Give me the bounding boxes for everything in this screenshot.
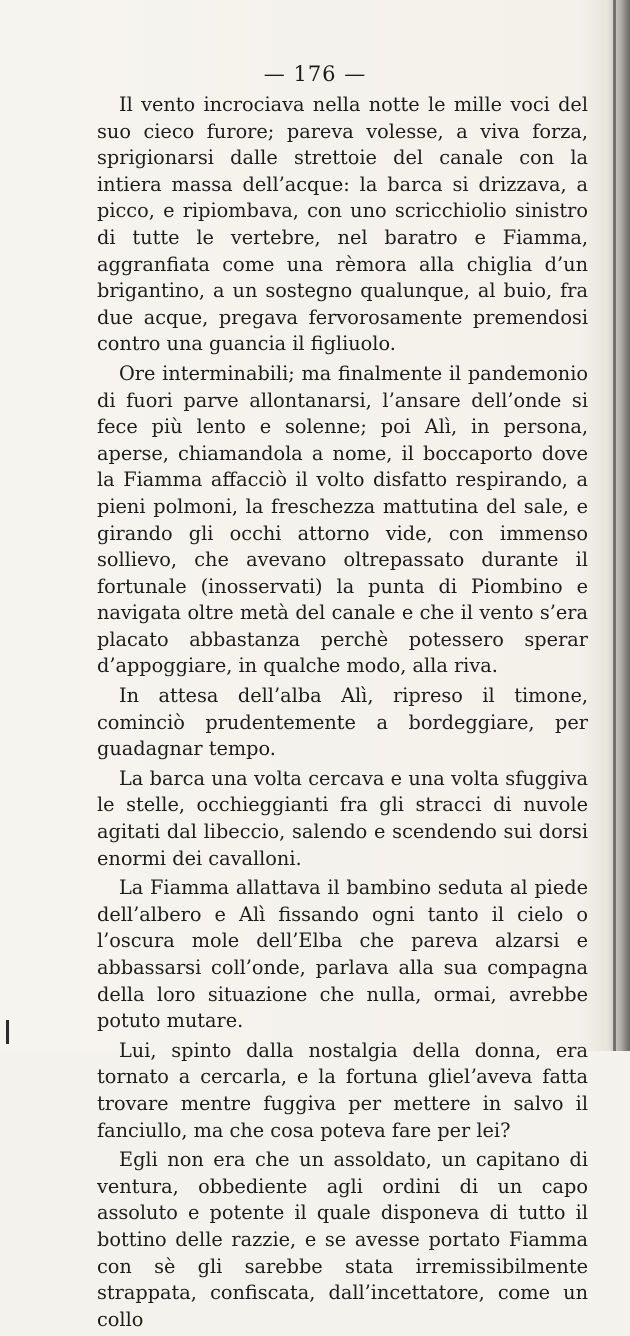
paragraph: Lui, spinto dalla nostalgia della donna, era tornato a cercarla, e la fortuna glielʼaveva fatta trovare mentre fuggiva per mettere in salvo il fanciullo, ma che cosa poteva fare per lei? [97,1038,588,1142]
print-blot [6,1020,9,1044]
paragraph: Egli non era che un assoldato, un capitano di ventura, obbediente agli ordini di un capo assoluto e potente il quale disponeva di tutto il bottino delle razzie, e se avesse portato Fiamma con sè gli sarebbe stata irremissibilmente strappata, confiscata, dall’incettatore, come un collo [97,1148,588,1331]
paragraph: Il vento incrociava nella notte le mille voci del suo cieco furore; pareva volesse, a viva forza, sprigionarsi dalle strettoie del canale con la intiera massa dell’acque: la barca si drizzava, a picco, e ripiombava, con uno scricchiolio sinistro di tutte le vertebre, nel baratro e Fiamma, aggranfiata come una rèmora alla chiglia d’un brigantino, a un sostegno qualunque, al buio, fra due acque, pregava fervorosamente premendosi contro una guancia il figliuolo. [97,93,588,356]
page-edge-shadow [608,0,630,1051]
paragraph: La Fiamma allattava il bambino seduta al piede dell’albero e Alì fissando ogni tanto il cielo o l’oscura mole dell’Elba che pareva alzarsi e abbassarsi coll’onde, parlava alla sua compagna della loro situazione che nulla, ormai, avrebbe potuto mutare. [97,876,588,1033]
paragraph: In attesa dell’alba Alì, ripreso il timone, cominciò prudentemente a bordeggiare, per guadagnar tempo. [97,684,588,761]
print-blot [613,0,616,1051]
body-text [97,92,588,1336]
paragraph: Ore interminabili; ma finalmente il pandemonio di fuori parve allontanarsi, l’ansare dell’onde si fece più lento e solenne; poi Alì, in persona, aperse, chiamandola a nome, il boccaporto dove la Fiamma affacciò il volto disfatto respirando, a pieni polmoni, la freschezza mattutina del sale, e girando gli occhi attorno vide, con immenso sollievo, che avevano oltrepassato durante il fortunale (inosservati) la punta di Piombino e navigata oltre metà del canale e che il vento s’era placato abbastanza perchè potessero sperar d’appoggiare, in qualche modo, alla riva. [97,361,588,678]
paragraph: La barca una volta cercava e una volta sfuggiva le stelle, occhieggianti fra gli stracci di nuvole agitati dal libeccio, salendo e scendendo sui dorsi enormi dei cavalloni. [97,766,588,870]
page-number: — 176 — [263,62,367,86]
